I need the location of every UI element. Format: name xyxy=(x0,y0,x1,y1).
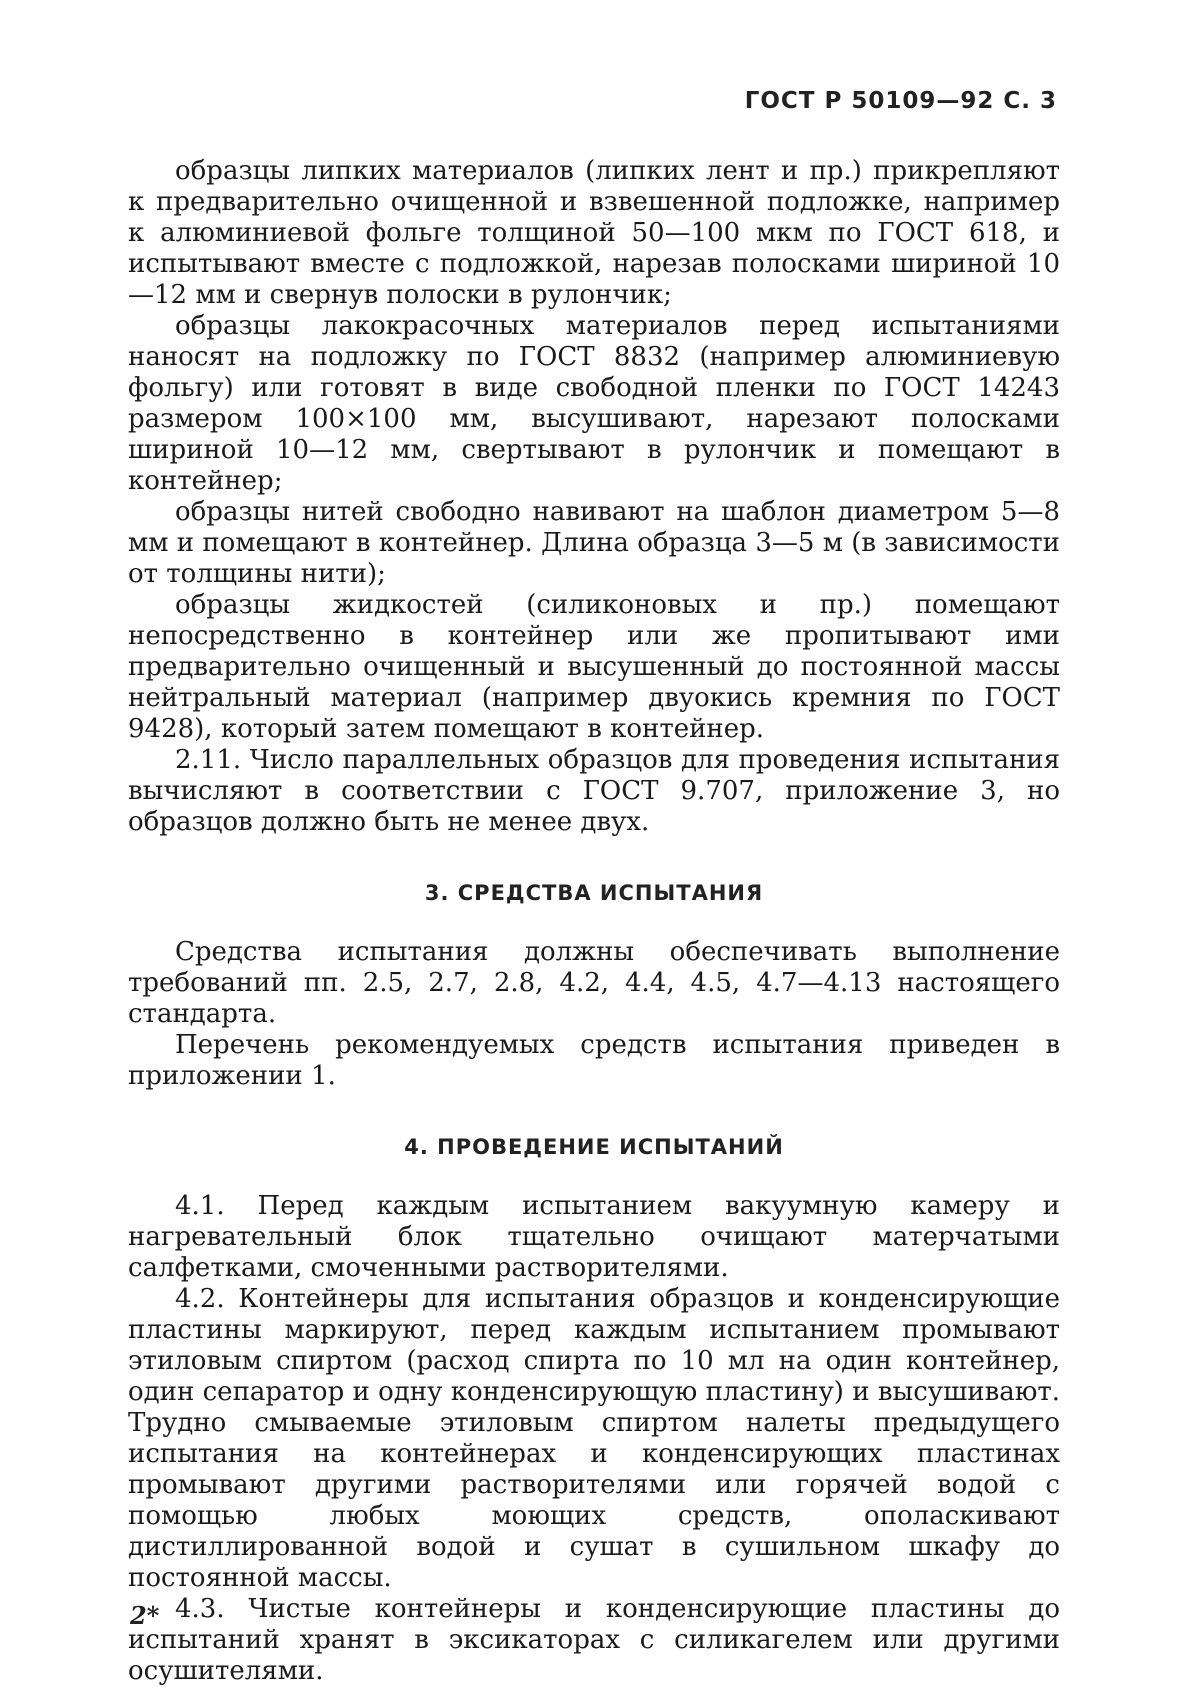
paragraph-adhesive-samples: образцы липких материалов (липких лент и пр.) прикрепляют к предварительно очищенной и взвешенной подложке, например к алюминиевой фольге толщиной 50—100 мкм по ГОСТ 618, и испытывают вместе с подложкой, нарезав полосками шириной 10—12 мм и свернув полоски в рулончик; xyxy=(128,156,1060,310)
paragraph-4-2: 4.2. Контейнеры для испытания образцов и конденсирующие пластины маркируют, перед каждым испытанием промывают этиловым спиртом (расход спирта по 10 мл на один контейнер, один сепаратор и одну конденсирующую пластину) и высушивают. Трудно смываемые этиловым спиртом налеты предыдущего испытания на контейнерах и конденсирующих пластинах промывают другими растворителями или горячей водой с помощью любых моющих средств, ополаскивают дистиллированной водой и сушат в сушильном шкафу до постоянной массы. xyxy=(128,1284,1060,1593)
paragraph-3-1: Средства испытания должны обеспечивать выполнение требований пп. 2.5, 2.7, 2.8, 4.2, 4.4, 4.5, 4.7—4.13 настоящего стандарта. xyxy=(128,937,1060,1029)
page-content xyxy=(128,156,1060,1687)
running-header: ГОСТ Р 50109—92 С. 3 xyxy=(744,88,1057,114)
signature-mark: 2* xyxy=(130,1601,160,1630)
paragraph-thread-samples: образцы нитей свободно навивают на шаблон диаметром 5—8 мм и помещают в контейнер. Длина образца 3—5 м (в зависимости от толщины нити); xyxy=(128,497,1060,589)
section-3-heading: 3. СРЕДСТВА ИСПЫТАНИЯ xyxy=(424,881,764,905)
paragraph-4-3: 4.3. Чистые контейнеры и конденсирующие пластины до испытаний хранят в эксикаторах с силикагелем или другими осушителями. xyxy=(128,1594,1060,1686)
paragraph-liquid-samples: образцы жидкостей (силиконовых и пр.) помещают непосредственно в контейнер или же пропитывают ими предварительно очищенный и высушенный до постоянной массы нейтральный материал (например двуокись кремния по ГОСТ 9428), который затем помещают в контейнер. xyxy=(128,590,1060,744)
paragraph-3-2: Перечень рекомендуемых средств испытания приведен в приложении 1. xyxy=(128,1030,1060,1091)
paragraph-2-11: 2.11. Число параллельных образцов для проведения испытания вычисляют в соответствии с ГОСТ 9.707, приложение 3, но образцов должно быть не менее двух. xyxy=(128,745,1060,837)
paragraph-paint-samples: образцы лакокрасочных материалов перед испытаниями наносят на подложку по ГОСТ 8832 (например алюминиевую фольгу) или готовят в виде свободной пленки по ГОСТ 14243 размером 100×100 мм, высушивают, нарезают полосками шириной 10—12 мм, свертывают в рулончик и помещают в контейнер; xyxy=(128,311,1060,496)
section-4-heading: 4. ПРОВЕДЕНИЕ ИСПЫТАНИЙ xyxy=(404,1135,784,1159)
paragraph-4-1: 4.1. Перед каждым испытанием вакуумную камеру и нагревательный блок тщательно очищают матерчатыми салфетками, смоченными растворителями. xyxy=(128,1191,1060,1283)
